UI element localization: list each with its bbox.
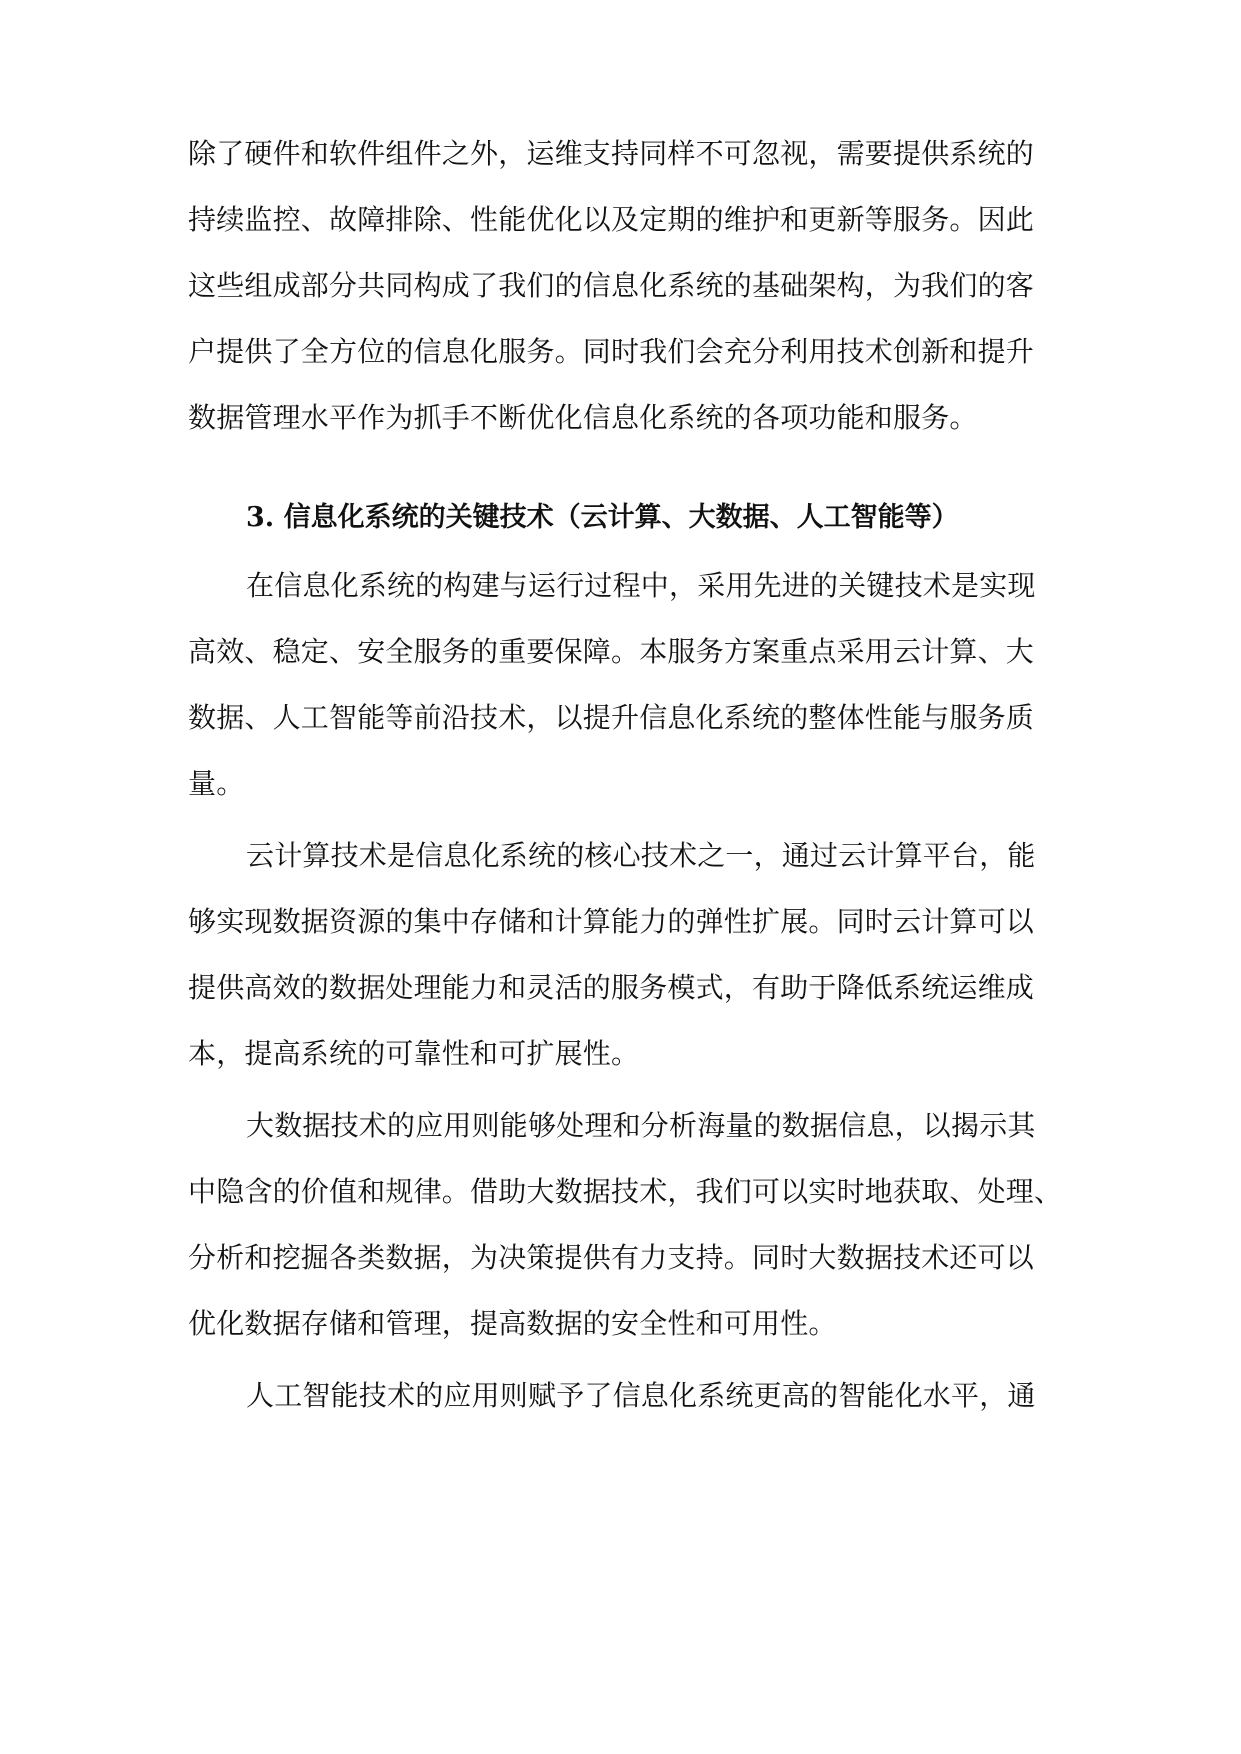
paragraph-line: 优化数据存储和管理，提高数据的安全性和可用性。 bbox=[188, 1307, 837, 1340]
paragraph-line: 数据、人工智能等前沿技术，以提升信息化系统的整体性能与服务质 bbox=[188, 701, 1035, 734]
paragraph-line: 除了硬件和软件组件之外，运维支持同样不可忽视，需要提供系统的 bbox=[188, 137, 1035, 170]
paragraph-line: 持续监控、故障排除、性能优化以及定期的维护和更新等服务。因此 bbox=[188, 203, 1035, 236]
paragraph-line: 量。 bbox=[188, 767, 245, 800]
section-heading: 3. 信息化系统的关键技术（云计算、大数据、人工智能等） bbox=[246, 502, 959, 533]
paragraph-line: 高效、稳定、安全服务的重要保障。本服务方案重点采用云计算、大 bbox=[188, 635, 1035, 668]
paragraph-line: 数据管理水平作为抓手不断优化信息化系统的各项功能和服务。 bbox=[188, 401, 978, 434]
paragraph-line: 户提供了全方位的信息化服务。同时我们会充分利用技术创新和提升 bbox=[188, 335, 1035, 368]
paragraph-line: 大数据技术的应用则能够处理和分析海量的数据信息，以揭示其 bbox=[246, 1109, 1036, 1142]
paragraph-line: 本，提高系统的可靠性和可扩展性。 bbox=[188, 1037, 640, 1070]
paragraph-line: 这些组成部分共同构成了我们的信息化系统的基础架构，为我们的客 bbox=[188, 269, 1035, 302]
paragraph-line: 人工智能技术的应用则赋予了信息化系统更高的智能化水平，通 bbox=[246, 1379, 1036, 1412]
paragraph-line: 云计算技术是信息化系统的核心技术之一，通过云计算平台，能 bbox=[246, 839, 1036, 872]
paragraph-line: 分析和挖掘各类数据，为决策提供有力支持。同时大数据技术还可以 bbox=[188, 1241, 1035, 1274]
paragraph-line: 够实现数据资源的集中存储和计算能力的弹性扩展。同时云计算可以 bbox=[188, 905, 1035, 938]
paragraph-line: 提供高效的数据处理能力和灵活的服务模式，有助于降低系统运维成 bbox=[188, 971, 1035, 1004]
paragraph-line: 在信息化系统的构建与运行过程中，采用先进的关键技术是实现 bbox=[246, 569, 1036, 602]
paragraph-line: 中隐含的价值和规律。借助大数据技术，我们可以实时地获取、处理、 bbox=[188, 1175, 1063, 1208]
